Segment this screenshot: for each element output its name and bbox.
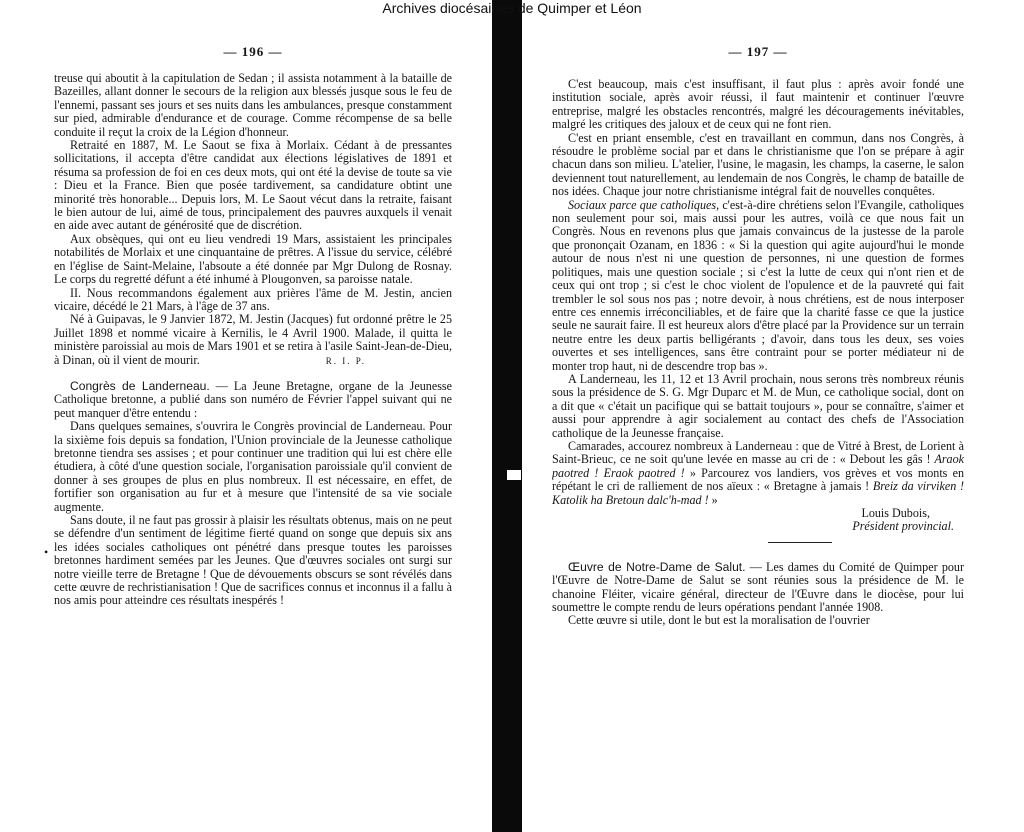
book-gutter [492,0,522,832]
left-page [54,0,452,832]
page-number: — 196 — [223,44,283,59]
breton-cry: Araok paotred ! Eraok paotred ! [552,452,964,480]
paragraph: C'est beaucoup, mais c'est insuffisant, il faut plus : après avoir fondé une institution sociale, après avoir réussi, il faut maintenir et continuer l'œuvre entreprise, malgré les obstacles rencontrés, malgré les découragements inévitables, malgré les critiques des jaloux et de ceux qui ne font rien. [552,77,964,132]
paragraph: Dans quelques semaines, s'ouvrira le Congrès provincial de Landerneau. Pour la sixième fois depuis sa fondation, l'Union provinciale de la Jeunesse catholique bretonne tiendra ses assises ; et pour continuer une tradition qui lui est chère elle étudiera, à côté d'une question sociale, l'organisation paroissiale qu'il convient de donner à ses groupes de plus en plus nombreux. Il est nécessaire, en effet, de fortifier son organisation au fur et à mesure que l'intensité de sa vie sociale augmente. [54,419,452,514]
signature-title: Président provincial. [852,519,954,534]
paragraph-text: — La Jeune Bretagne, organe de la Jeunesse Catholique bretonne, a publié dans son numéro de Février l'appel suivant qui ne peut manquer d'être entendu : [54,378,452,420]
paragraph: II. Nous recommandons également aux prières l'âme de M. Jestin, ancien vicaire, décédé le 21 Mars, à l'âge de 37 ans. [54,285,452,313]
paragraph [54,313,452,368]
italic-phrase: Sociaux parce que catholiques, [568,197,720,212]
margin-dot: • [44,545,49,559]
paragraph: treuse qui aboutit à la capitulation de Sedan ; il assista notamment à la bataille de Bazeilles, allant donner le secours de la religion aux blessés jusque sous le feu de l'ennemi, passant ses jours et ses nuits dans les ambulances, presque constamment sur pied, admirable d'endurance et de courage. Comme récompense de sa belle conduite il reçut la croix de la Légion d'honneur. [54,71,452,139]
paragraph-text: » [708,492,718,507]
paragraph: C'est en priant ensemble, c'est en travaillant en commun, dans nos Congrès, à résoudre le problème social par et dans le christianisme que l'on se prépare à agir chacun dans son milieu. L'atelier, l'usine, le magasin, les champs, la caserne, le salon deviennent tout naturellement, au lendemain de nos Congrès, le champ de bataille de nos idées. Chaque jour notre christianisme intégral fait de nouvelles conquêtes. [552,130,964,199]
gutter-notch [507,470,521,480]
paragraph: Cette œuvre si utile, dont le but est la moralisation de l'ouvrier [568,613,870,628]
archive-watermark: Archives diocésaines de Quimper et Léon [382,0,642,16]
section-heading: Congrès de Landerneau. [70,378,210,393]
section-paragraph [552,561,964,615]
paragraph-text: c'est-à-dire chrétiens selon l'Evangile, catholiques non seulement pour soi, mais aussi pour les autres, voilà ce que nous fait un Congrès. Nous en revenons plus que jamais convaincus de la justesse de la parole que prononçait Ozanam, en 1836 : « Si la question qui agite aujourd'hui le monde autour de nous n'est ni une question de personnes, ni une question de formes politiques, mais une question sociale ; si c'est la lutte de ceux qui n'ont rien et de ceux qui ont trop ; si c'est le choc violent de l'opulence et de la pauvreté qui fait trembler le sol sous nos pas ; notre devoir, à nous chrétiens, est de nous interposer entre ces ennemis irréconciliables, et de faire que la charité fasse ce que la justice seule ne saurait faire. Il est heureux alors d'être placé par la Providence sur un terrain neutre entre les deux partis belligérants ; d'avoir, dans tous les deux, ses voies ouvertes et ses intelligences, sans être contraint pour se porter médiateur ni de monter trop haut, ni de descendre trop bas ». [552,197,964,373]
right-page [552,0,964,832]
paragraph-text: » Parcourez vos landiers, vos grèves et vos monts en répétant le cri de ralliement de nos aïeux : « Bretagne à jamais ! [552,465,964,494]
paragraph [552,199,964,373]
paragraph: Sans doute, il ne faut pas grossir à plaisir les résultats obtenus, mais on ne peut se défendre d'un sentiment de légitime fierté quand on songe que depuis six ans les idées sociales catholiques ont pénétré dans presque toutes les paroisses bretonnes hardiment semées par les Jeunes. Que d'œuvres sociales ont surgi sur notre vieille terre de Bretagne ! Que de dévouements obscurs se sont révélés dans cette œuvre de rechristianisation ! Que de sacrifices connus et inconnus il a fallu à nos amis pour atteindre ces résultats inespérés ! [54,513,452,608]
signature: Louis Dubois, [861,506,930,520]
breton-motto: Breiz da virviken ! Katolik ha Bretoun dalc'h-mad ! [552,479,964,507]
rip-mark: R. I. P. [325,355,367,366]
paragraph [552,440,964,507]
page-number: — 197 — [728,44,788,59]
left-page-body [54,72,452,608]
paragraph-text: — Les dames du Comité de Quimper pour l'Œuvre de Notre-Dame de Salut se sont réunies sous la présidence de M. le chanoine Fléiter, vicaire général, directeur de l'Œuvre dans le diocèse, pour lui soumettre le compte rendu de leurs opérations pendant l'année 1908. [552,559,964,615]
separator-rule [768,542,832,543]
paragraph-text: Camarades, accourez nombreux à Landerneau : que de Vitré à Brest, de Lorient à Saint-Brieuc, ce ne soit qu'une levée en masse au cri de : « Debout les gâs ! [552,438,964,467]
paragraph: Aux obsèques, qui ont eu lieu vendredi 19 Mars, assistaient les principales notabilités de Morlaix et une cinquantaine de prêtres. A l'issue du service, célébré en l'église de Saint-Melaine, l'absoute a été donnée par Mgr Dulong de Rosnay. Le corps du regretté défunt a été inhumé à Plougonven, sa paroisse natale. [54,231,452,287]
section-heading: Œuvre de Notre-Dame de Salut. [568,559,746,574]
paragraph-text: Né à Guipavas, le 9 Janvier 1872, M. Jestin (Jacques) fut ordonné prêtre le 25 Juillet 1898 et nommé vicaire à Kernilis, le 4 Avril 1900. Malade, il quitta le ministère paroissial au mois de Mars 1901 et se retira à l'asile Saint-Jean-de-Dieu, à Dinan, où il vient de mourir. [54,312,452,367]
paragraph: A Landerneau, les 11, 12 et 13 Avril prochain, nous serons très nombreux réunis sous la présidence de S. G. Mgr Duparc et M. de Mun, ce catholique social, dont on a dit que « c'était un pacifique qui se battait toujours », pour se connaître, s'aimer et aussi pour apprendre à agir socialement au contact des chefs de l'Association catholique de la Jeunesse française. [552,371,964,440]
paragraph: Retraité en 1887, M. Le Saout se fixa à Morlaix. Cédant à de pressantes sollicitations, il accepta d'être candidat aux élections législatives de 1891 et résuma sa profession de foi en ces deux mots, qui ont été la devise de toute sa vie : Dieu et la France. Bien que posée tardivement, sa candidature obtint une minorité très honorable... Depuis lors, M. Le Saout vécut dans la retraite, faisant le bien autour de lui, aimé de tous, principalement des pauvres auxquels il venait en aide avec autant de générosité que de discrétion. [54,138,452,233]
right-page-body [552,78,964,628]
section-paragraph [54,380,452,420]
